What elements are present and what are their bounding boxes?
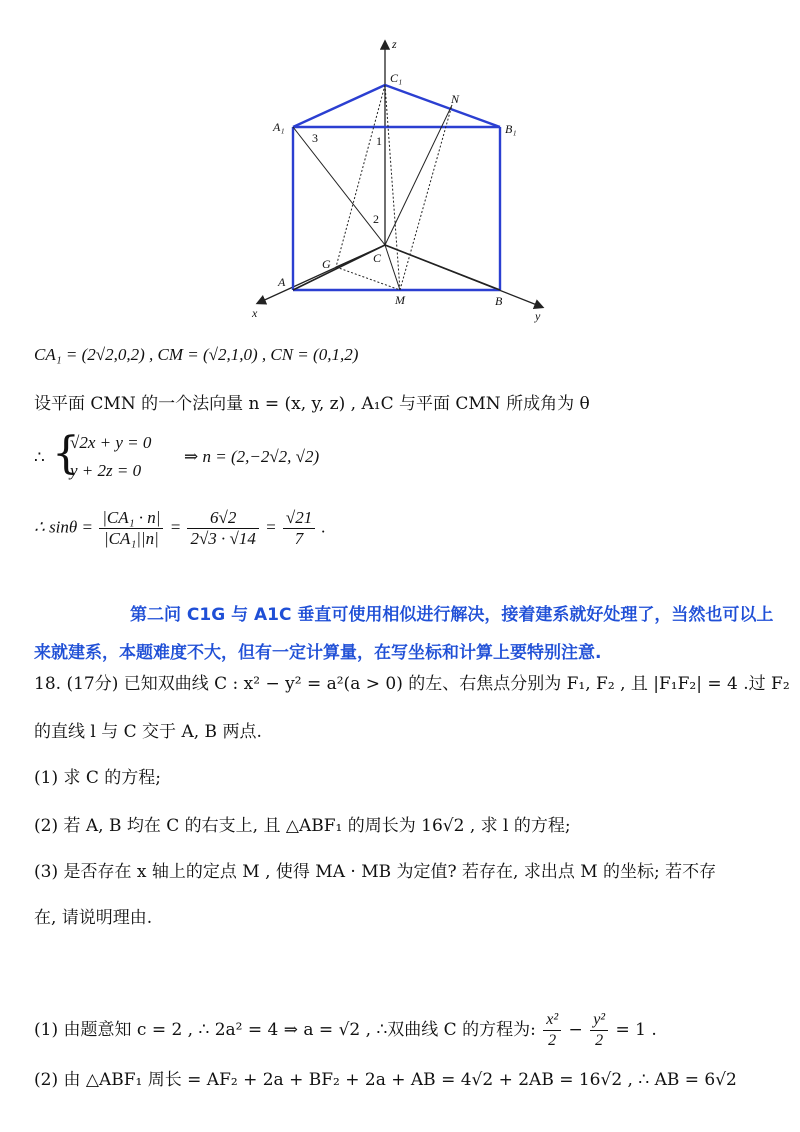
q18-part2: (2) 若 A, B 均在 C 的右支上, 且 △ABF₁ 的周长为 16√2 , 求 l 的方程;	[34, 816, 571, 836]
label-G: G	[322, 257, 331, 271]
line-A1C	[293, 127, 385, 245]
label-C1: C₁	[390, 71, 403, 85]
sol1-fx-num: x²	[543, 1010, 561, 1031]
sin-theta-formula	[34, 508, 326, 549]
label-A1: A₁	[273, 120, 285, 134]
q18-part1: (1) 求 C 的方程;	[34, 768, 162, 788]
sol1-fy-den: 2	[595, 1032, 604, 1049]
therefore-symbol: ∴	[34, 448, 45, 468]
label-A: A	[278, 275, 286, 289]
label-C: C	[373, 251, 382, 265]
normal-vector-intro: 设平面 CMN 的一个法向量 n = (x, y, z) , A₁C 与平面 CMN 所成角为 θ	[34, 394, 590, 414]
line-CM	[385, 245, 400, 290]
sin-frac3-den: 7	[294, 529, 304, 548]
sin-frac1-den: |CA₁||n|	[103, 529, 159, 548]
blue-commentary: 第二问 C1G 与 A1C 垂直可使用相似进行解决，接着建系就好处理了，当然也可以上来就建系，本题难度不大，但有一定计算量，在写坐标和计算上要特别注意.	[34, 605, 774, 663]
equals-2: =	[265, 517, 277, 537]
q18-part3-line1: (3) 是否存在 x 轴上的定点 M , 使得 MA · MB 为定值? 若存在, 求出点 M 的坐标; 若不存	[34, 862, 717, 882]
sol1-frac-x	[543, 1010, 561, 1051]
sin-frac3-num: √21	[283, 508, 315, 529]
solution-part1	[34, 1010, 657, 1051]
sin-fraction-2	[187, 508, 258, 549]
q18-stem-line1: 18. (17分) 已知双曲线 C : x² − y² = a²(a > 0) 的左、右焦点分别为 F₁, F₂ , 且 |F₁F₂| = 4 .过 F₂	[34, 674, 790, 694]
equals-1: =	[169, 517, 182, 537]
normal-vector-result: ⇒ n = (2,−2√2, √2)	[184, 447, 320, 466]
label-x: x	[252, 306, 258, 320]
edge-A1C1	[293, 85, 385, 127]
label-M: M	[395, 293, 405, 307]
sin-frac1-num: |CA₁ · n|	[99, 508, 163, 529]
edge-CB	[385, 245, 500, 290]
system-eq1: √2x + y = 0	[70, 433, 152, 452]
period: .	[321, 517, 326, 537]
q18-stem-line2: 的直线 l 与 C 交于 A, B 两点.	[34, 722, 262, 742]
label-z: z	[392, 37, 397, 51]
label-1: 1	[376, 134, 382, 148]
sol1-frac-y	[590, 1010, 608, 1051]
prism-diagram	[240, 30, 560, 330]
sol1-fx-den: 2	[548, 1032, 557, 1049]
label-B1: B₁	[505, 122, 517, 136]
solution-part1-text: (1) 由题意知 c = 2 , ∴ 2a² = 4 ⇒ a = √2 , ∴双曲线 C 的方程为:	[34, 1020, 536, 1040]
edge-CA	[293, 245, 385, 290]
sol1-minus: −	[568, 1020, 583, 1040]
label-N: N	[451, 92, 460, 106]
q18-part3-line2: 在, 请说明理由.	[34, 908, 153, 928]
sol1-end: = 1 .	[615, 1020, 657, 1040]
left-brace: {	[52, 428, 80, 479]
solution-part2: (2) 由 △ABF₁ 周长 = AF₂ + 2a + BF₂ + 2a + AB = 4√2 + 2AB = 16√2 , ∴ AB = 6√2	[34, 1070, 737, 1090]
line-GM	[336, 267, 400, 290]
line-C1G	[336, 85, 385, 267]
sin-frac2-den: 2√3 · √14	[190, 529, 256, 548]
label-2: 2	[373, 212, 379, 226]
sin-frac2-num: 6√2	[187, 508, 258, 529]
system-eq2: y + 2z = 0	[70, 461, 142, 480]
edge-C1B1	[385, 85, 500, 127]
label-B: B	[495, 294, 503, 308]
vector-coordinates: CA₁ = (2√2,0,2) , CM = (√2,1,0) , CN = (0,1,2)	[34, 345, 359, 364]
line-C1M	[385, 85, 400, 290]
sin-fraction-3	[283, 508, 315, 549]
sin-fraction-1	[99, 508, 163, 549]
sol1-fy-num: y²	[590, 1010, 608, 1031]
sin-prefix: ∴ sinθ =	[34, 517, 93, 537]
label-3: 3	[312, 131, 318, 145]
label-y: y	[535, 309, 541, 323]
